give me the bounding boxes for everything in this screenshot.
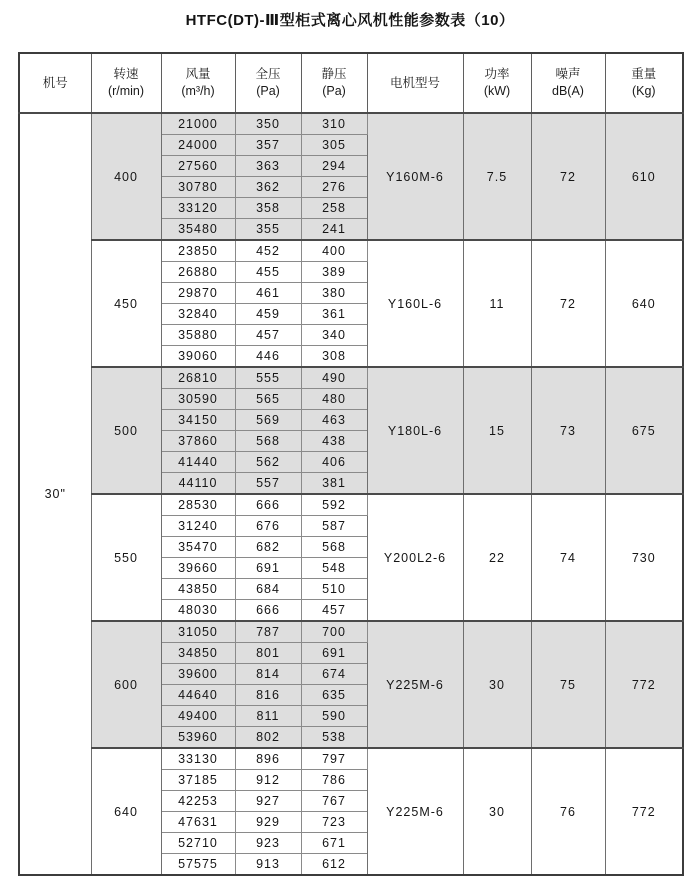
total-pressure-cell: 569 [235,410,301,431]
motor-model-cell: Y160L-6 [367,240,463,367]
airflow-cell: 37185 [161,770,235,791]
data-row [19,113,683,135]
data-row [19,494,683,516]
column-header-power: 功率 (kW) [463,53,531,113]
total-pressure-cell: 557 [235,473,301,495]
static-pressure-cell: 674 [301,664,367,685]
speed-cell: 400 [91,113,161,240]
airflow-cell: 31050 [161,621,235,643]
static-pressure-cell: 786 [301,770,367,791]
total-pressure-cell: 929 [235,812,301,833]
power-cell: 22 [463,494,531,621]
airflow-cell: 23850 [161,240,235,262]
airflow-cell: 48030 [161,600,235,622]
static-pressure-cell: 400 [301,240,367,262]
noise-cell: 72 [531,113,605,240]
total-pressure-cell: 896 [235,748,301,770]
airflow-cell: 24000 [161,135,235,156]
airflow-cell: 42253 [161,791,235,812]
page-title: HTFC(DT)-Ⅲ型柜式离心风机性能参数表（10） [185,12,515,29]
total-pressure-cell: 801 [235,643,301,664]
static-pressure-cell: 767 [301,791,367,812]
airflow-cell: 35480 [161,219,235,241]
static-pressure-cell: 691 [301,643,367,664]
airflow-cell: 29870 [161,283,235,304]
static-pressure-cell: 671 [301,833,367,854]
noise-cell: 74 [531,494,605,621]
header-row [19,53,683,113]
weight-cell: 640 [605,240,683,367]
motor-model-cell: Y225M-6 [367,748,463,875]
weight-cell: 675 [605,367,683,494]
total-pressure-cell: 814 [235,664,301,685]
static-pressure-cell: 305 [301,135,367,156]
airflow-cell: 39060 [161,346,235,368]
total-pressure-cell: 913 [235,854,301,876]
total-pressure-cell: 802 [235,727,301,749]
airflow-cell: 35470 [161,537,235,558]
speed-cell: 450 [91,240,161,367]
static-pressure-cell: 635 [301,685,367,706]
static-pressure-cell: 592 [301,494,367,516]
motor-model-cell: Y200L2-6 [367,494,463,621]
static-pressure-cell: 700 [301,621,367,643]
noise-cell: 72 [531,240,605,367]
column-header-airflow: 风量 (m³/h) [161,53,235,113]
total-pressure-cell: 350 [235,113,301,135]
power-cell: 15 [463,367,531,494]
total-pressure-cell: 684 [235,579,301,600]
speed-cell: 550 [91,494,161,621]
total-pressure-cell: 457 [235,325,301,346]
static-pressure-cell: 590 [301,706,367,727]
airflow-cell: 53960 [161,727,235,749]
total-pressure-cell: 363 [235,156,301,177]
airflow-cell: 28530 [161,494,235,516]
weight-cell: 772 [605,621,683,748]
static-pressure-cell: 612 [301,854,367,876]
column-header-motor-model: 电机型号 [367,53,463,113]
static-pressure-cell: 308 [301,346,367,368]
static-pressure-cell: 310 [301,113,367,135]
static-pressure-cell: 463 [301,410,367,431]
total-pressure-cell: 562 [235,452,301,473]
data-row [19,621,683,643]
airflow-cell: 21000 [161,113,235,135]
column-header-speed: 转速 (r/min) [91,53,161,113]
motor-model-cell: Y180L-6 [367,367,463,494]
total-pressure-cell: 568 [235,431,301,452]
column-header-noise: 噪声 dB(A) [531,53,605,113]
weight-cell: 772 [605,748,683,875]
noise-cell: 76 [531,748,605,875]
total-pressure-cell: 676 [235,516,301,537]
total-pressure-cell: 666 [235,494,301,516]
airflow-cell: 30590 [161,389,235,410]
airflow-cell: 52710 [161,833,235,854]
airflow-cell: 57575 [161,854,235,876]
total-pressure-cell: 682 [235,537,301,558]
static-pressure-cell: 548 [301,558,367,579]
static-pressure-cell: 480 [301,389,367,410]
static-pressure-cell: 438 [301,431,367,452]
static-pressure-cell: 723 [301,812,367,833]
total-pressure-cell: 358 [235,198,301,219]
airflow-cell: 35880 [161,325,235,346]
total-pressure-cell: 555 [235,367,301,389]
airflow-cell: 44110 [161,473,235,495]
total-pressure-cell: 357 [235,135,301,156]
airflow-cell: 41440 [161,452,235,473]
airflow-cell: 47631 [161,812,235,833]
airflow-cell: 31240 [161,516,235,537]
static-pressure-cell: 538 [301,727,367,749]
total-pressure-cell: 666 [235,600,301,622]
noise-cell: 73 [531,367,605,494]
airflow-cell: 37860 [161,431,235,452]
static-pressure-cell: 389 [301,262,367,283]
column-header-weight: 重量 (Kg) [605,53,683,113]
static-pressure-cell: 406 [301,452,367,473]
weight-cell: 610 [605,113,683,240]
speed-cell: 500 [91,367,161,494]
airflow-cell: 39600 [161,664,235,685]
airflow-cell: 43850 [161,579,235,600]
total-pressure-cell: 691 [235,558,301,579]
noise-cell: 75 [531,621,605,748]
static-pressure-cell: 258 [301,198,367,219]
total-pressure-cell: 927 [235,791,301,812]
airflow-cell: 30780 [161,177,235,198]
airflow-cell: 49400 [161,706,235,727]
airflow-cell: 26880 [161,262,235,283]
total-pressure-cell: 912 [235,770,301,791]
speed-cell: 600 [91,621,161,748]
total-pressure-cell: 362 [235,177,301,198]
power-cell: 30 [463,748,531,875]
total-pressure-cell: 811 [235,706,301,727]
total-pressure-cell: 455 [235,262,301,283]
static-pressure-cell: 510 [301,579,367,600]
airflow-cell: 33130 [161,748,235,770]
static-pressure-cell: 587 [301,516,367,537]
airflow-cell: 27560 [161,156,235,177]
static-pressure-cell: 381 [301,473,367,495]
speed-cell: 640 [91,748,161,875]
total-pressure-cell: 565 [235,389,301,410]
static-pressure-cell: 276 [301,177,367,198]
airflow-cell: 34150 [161,410,235,431]
static-pressure-cell: 568 [301,537,367,558]
airflow-cell: 34850 [161,643,235,664]
total-pressure-cell: 452 [235,240,301,262]
static-pressure-cell: 380 [301,283,367,304]
data-row [19,748,683,770]
total-pressure-cell: 816 [235,685,301,706]
airflow-cell: 44640 [161,685,235,706]
motor-model-cell: Y160M-6 [367,113,463,240]
airflow-cell: 32840 [161,304,235,325]
data-row [19,240,683,262]
column-header-model: 机号 [19,53,91,113]
fan-performance-table [18,52,684,876]
motor-model-cell: Y225M-6 [367,621,463,748]
column-header-static-pressure: 静压 (Pa) [301,53,367,113]
power-cell: 30 [463,621,531,748]
table-head [19,53,683,113]
static-pressure-cell: 340 [301,325,367,346]
total-pressure-cell: 459 [235,304,301,325]
data-row [19,367,683,389]
total-pressure-cell: 355 [235,219,301,241]
total-pressure-cell: 446 [235,346,301,368]
fan-size-cell: 30" [19,113,91,875]
total-pressure-cell: 461 [235,283,301,304]
column-header-total-pressure: 全压 (Pa) [235,53,301,113]
static-pressure-cell: 294 [301,156,367,177]
static-pressure-cell: 361 [301,304,367,325]
static-pressure-cell: 457 [301,600,367,622]
airflow-cell: 39660 [161,558,235,579]
power-cell: 7.5 [463,113,531,240]
airflow-cell: 26810 [161,367,235,389]
static-pressure-cell: 490 [301,367,367,389]
table-body [19,113,683,875]
power-cell: 11 [463,240,531,367]
weight-cell: 730 [605,494,683,621]
static-pressure-cell: 241 [301,219,367,241]
total-pressure-cell: 787 [235,621,301,643]
total-pressure-cell: 923 [235,833,301,854]
static-pressure-cell: 797 [301,748,367,770]
airflow-cell: 33120 [161,198,235,219]
